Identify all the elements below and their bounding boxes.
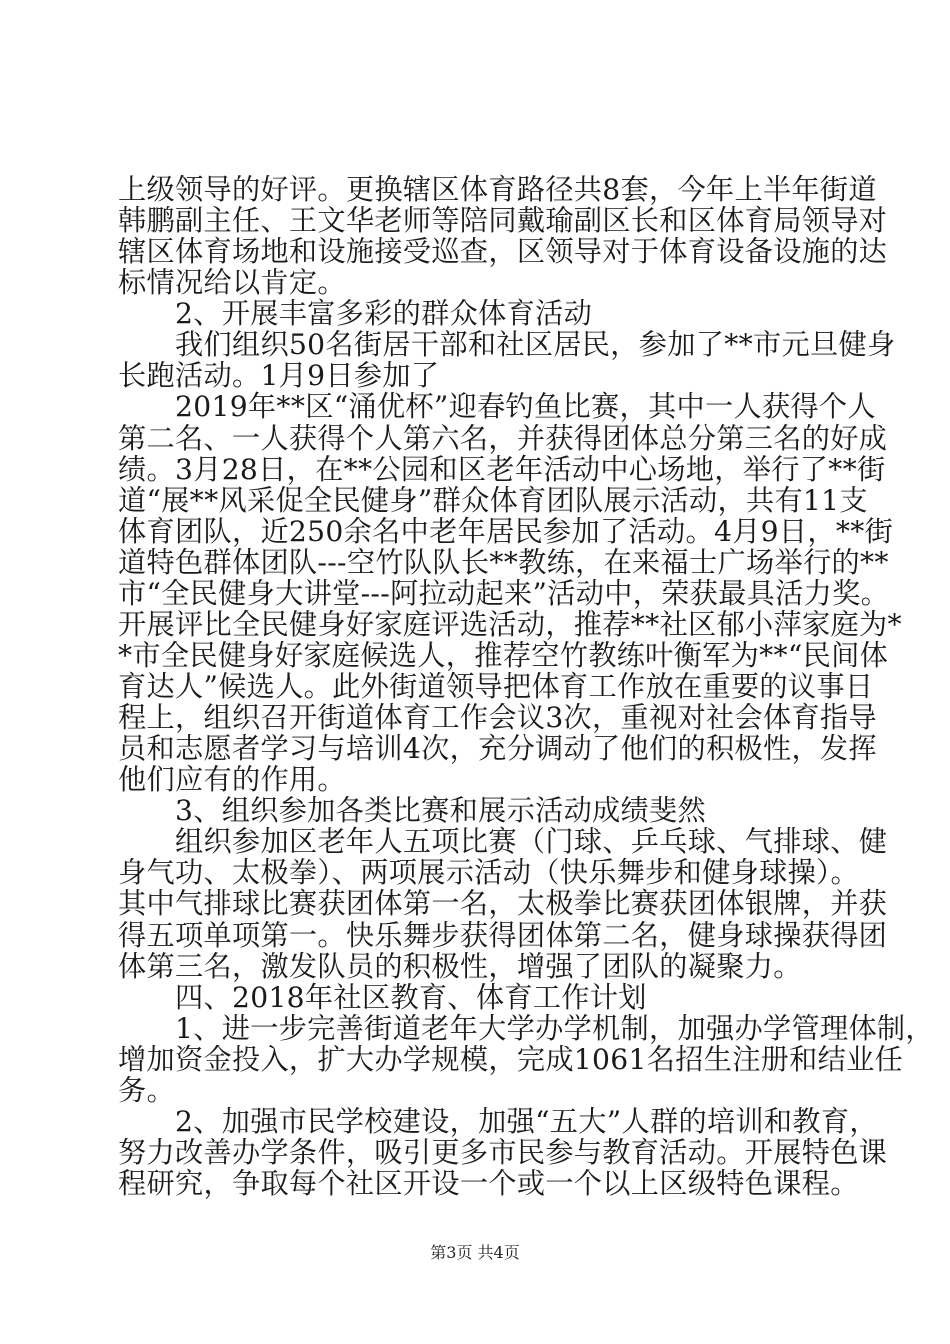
text-line-29: 增加资金投入，扩大办学规模，完成1061名招生注册和结业任 — [118, 1043, 904, 1076]
text-line-31: 2、加强市民学校建设，加强“五大”人群的培训和教育， — [175, 1105, 878, 1138]
text-line-16: *市全民健身好家庭候选人，推荐空竹教练叶衡军为**“民间体 — [118, 639, 889, 672]
text-line-15: 开展评比全民健身好家庭评选活动，推荐**社区郁小萍家庭为* — [118, 608, 902, 641]
text-line-14: 市“全民健身大讲堂---阿拉动起来”活动中，荣获最具活力奖。 — [118, 577, 890, 610]
text-line-8: 2019年**区“涌优杯”迎春钓鱼比赛，其中一人获得个人 — [175, 390, 876, 423]
text-line-6: 我们组织50名街居干部和社区居民，参加了**市元旦健身 — [175, 328, 896, 361]
text-line-26: 体第三名，激发队员的积极性，增强了团队的凝聚力。 — [118, 950, 802, 983]
text-line-4: 标情况给以肯定。 — [118, 266, 346, 299]
text-line-21: 3、组织参加各类比赛和展示活动成绩斐然 — [175, 794, 707, 827]
text-line-32: 努力改善办学条件，吸引更多市民参与教育活动。开展特色课 — [118, 1136, 888, 1169]
text-line-22: 组织参加区老年人五项比赛（门球、乒乓球、气排球、健 — [175, 825, 888, 858]
text-line-33: 程研究，争取每个社区开设一个或一个以上区级特色课程。 — [118, 1167, 859, 1200]
text-line-11: 道“展**风采促全民健身”群众体育团队展示活动，共有11支 — [118, 484, 868, 517]
text-line-2: 韩鹏副主任、王文华老师等陪同戴瑜副区长和区体育局领导对 — [118, 204, 888, 237]
text-line-20: 他们应有的作用。 — [118, 763, 346, 796]
text-line-25: 得五项单项第一。快乐舞步获得团体第二名，健身球操获得团 — [118, 919, 888, 952]
text-line-27: 四、2018年社区教育、体育工作计划 — [175, 981, 647, 1014]
text-line-13: 道特色群体团队---空竹队队长**教练，在来福士广场举行的** — [118, 546, 889, 579]
text-line-28: 1、进一步完善街道老年大学办学机制，加强办学管理体制， — [175, 1012, 934, 1045]
text-line-10: 绩。3月28日，在**公园和区老年活动中心场地，举行了**街 — [118, 453, 886, 486]
text-line-19: 员和志愿者学习与培训4次，充分调动了他们的积极性，发挥 — [118, 732, 877, 765]
text-line-24: 其中气排球比赛获团体第一名，太极拳比赛获团体银牌，并获 — [118, 887, 888, 920]
text-line-23: 身气功、太极拳）、两项展示活动（快乐舞步和健身球操）。 — [118, 856, 859, 889]
text-line-30: 务。 — [118, 1074, 175, 1107]
text-line-9: 第二名、一人获得个人第六名，并获得团体总分第三名的好成 — [118, 422, 888, 455]
text-line-3: 辖区体育场地和设施接受巡查，区领导对于体育设备设施的达 — [118, 235, 888, 268]
text-line-5: 2、开展丰富多彩的群众体育活动 — [175, 297, 593, 330]
text-line-18: 程上，组织召开街道体育工作会议3次，重视对社会体育指导 — [118, 701, 877, 734]
text-line-17: 育达人”候选人。此外街道领导把体育工作放在重要的议事日 — [118, 670, 874, 703]
page-indicator: 第3页 共4页 — [430, 1243, 520, 1262]
text-line-12: 体育团队，近250余名中老年居民参加了活动。4月9日，**街 — [118, 515, 894, 548]
text-line-1: 上级领导的好评。更换辖区体育路径共8套，今年上半年街道 — [118, 173, 877, 206]
text-line-7: 长跑活动。1月9日参加了 — [118, 359, 440, 392]
